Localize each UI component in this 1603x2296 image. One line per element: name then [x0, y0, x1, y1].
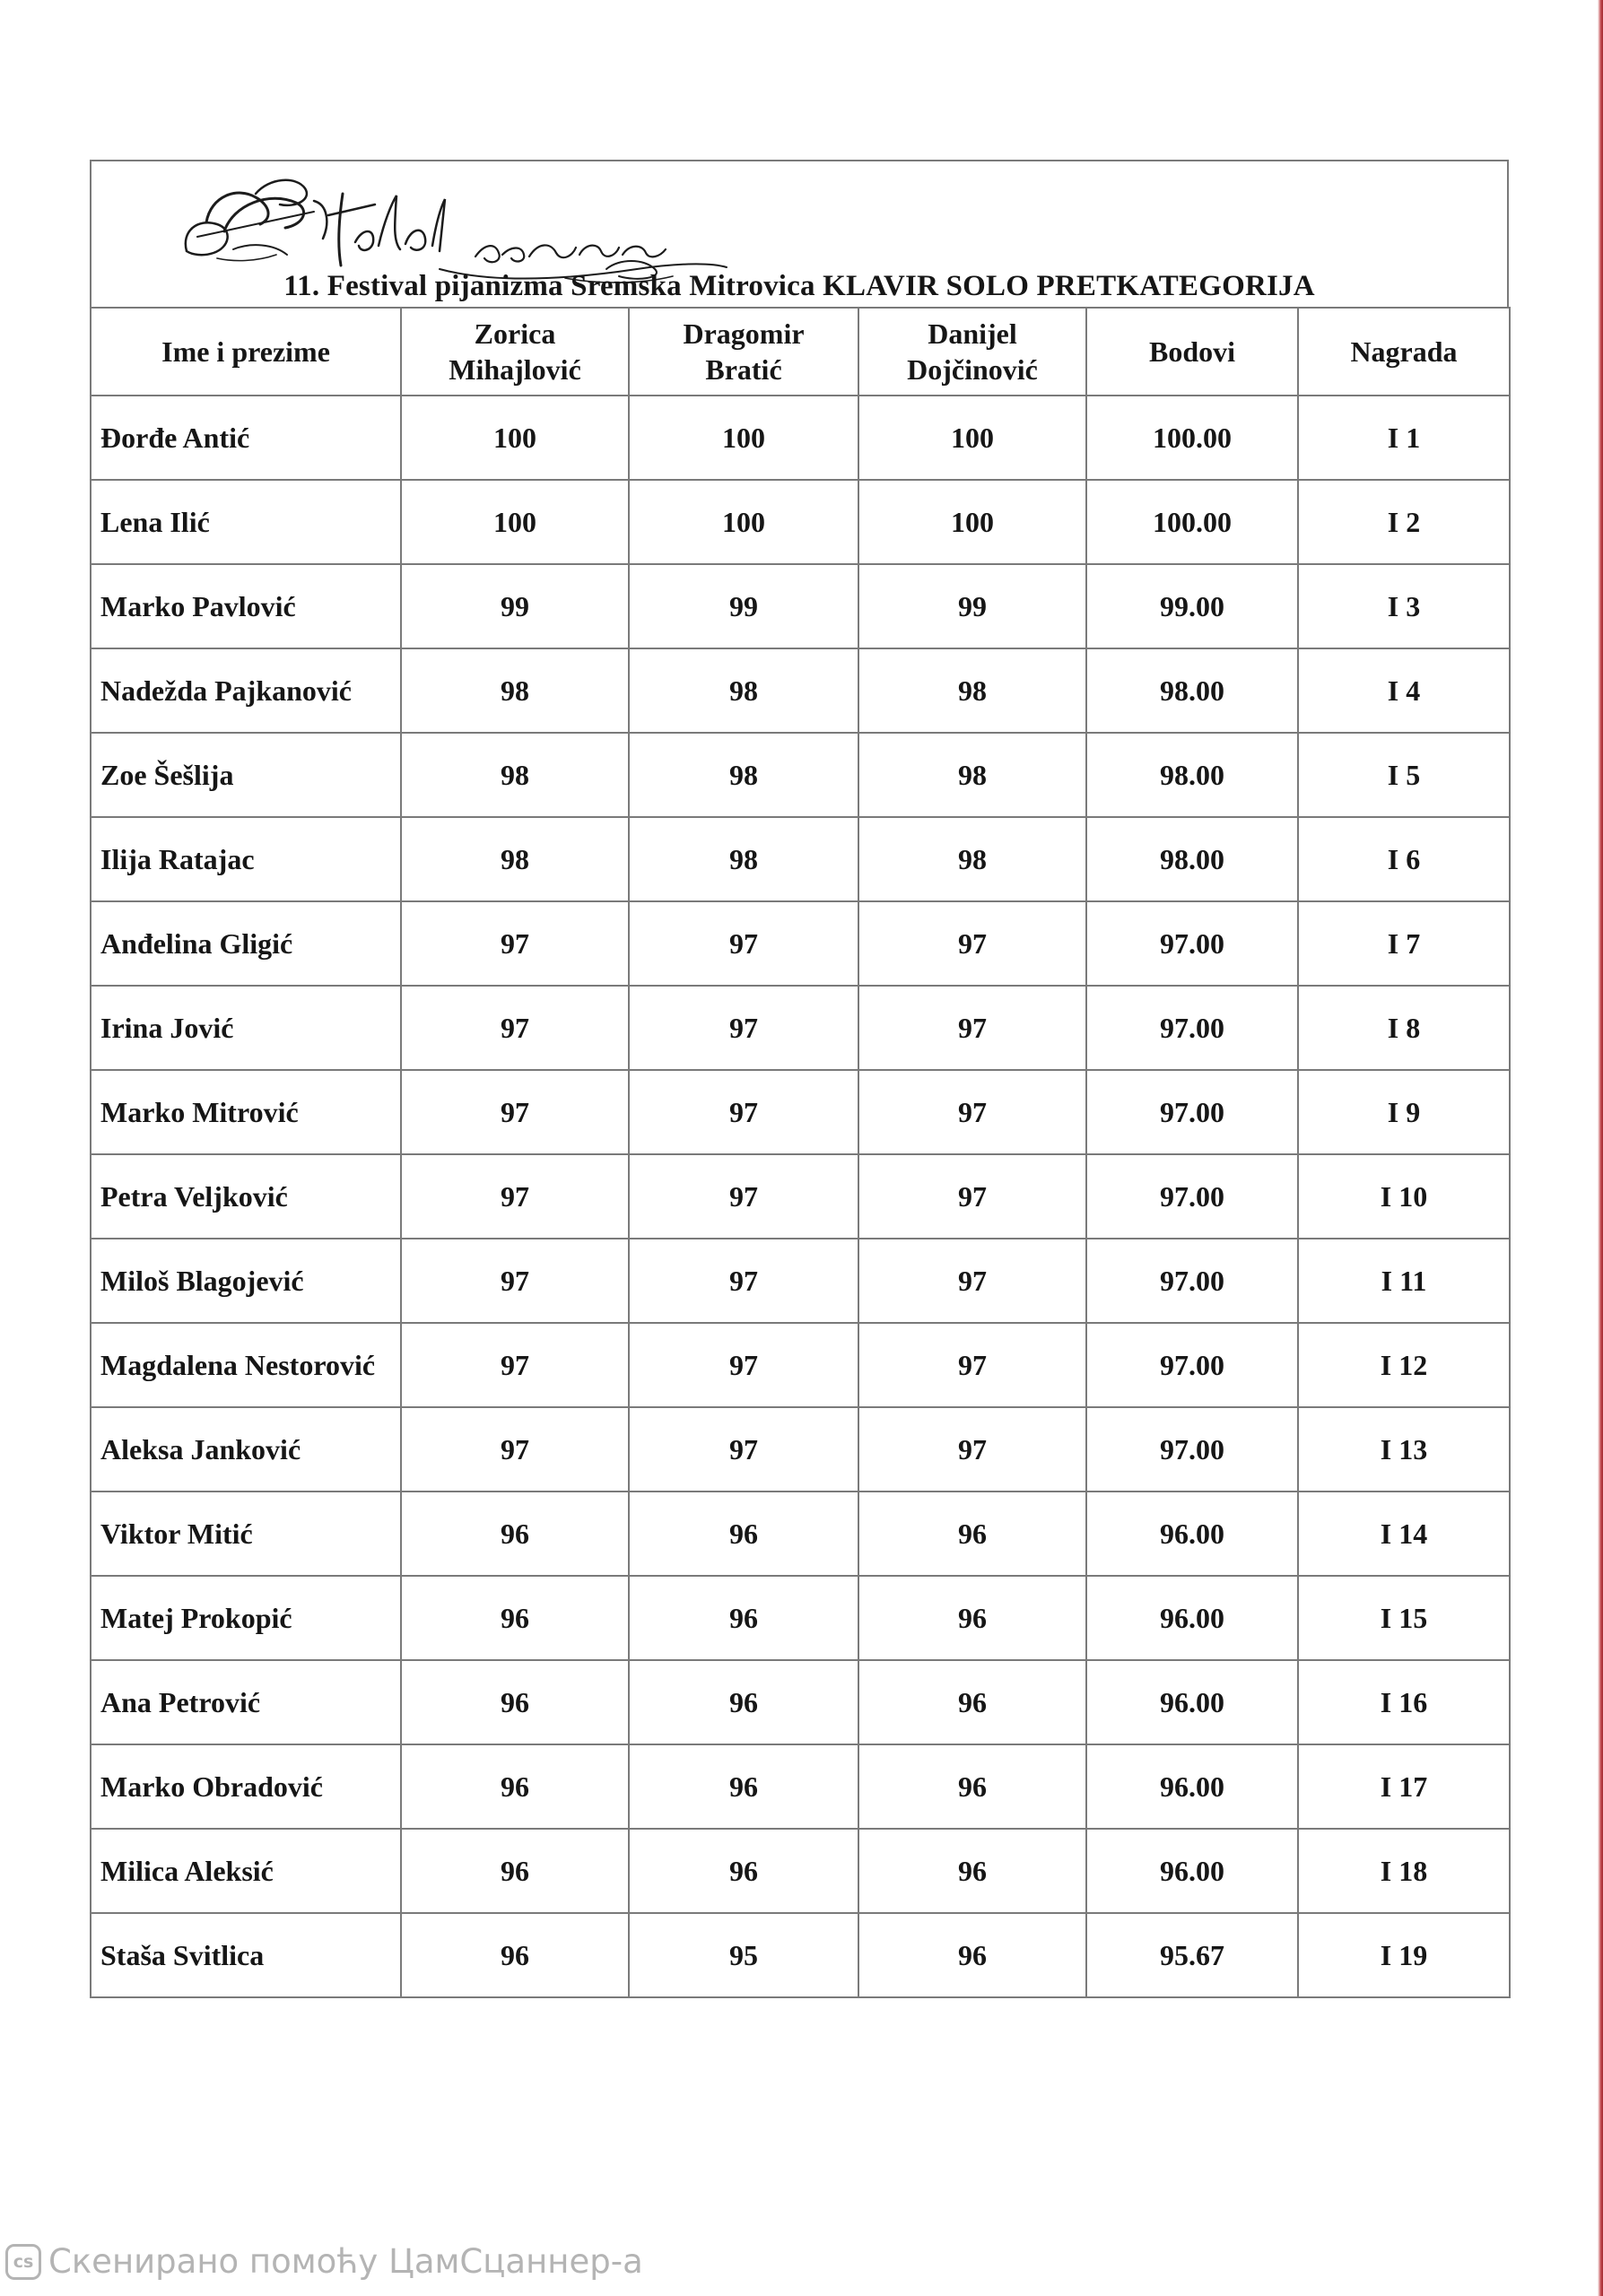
table-row [91, 1913, 1510, 1997]
cell-name: Marko Pavlović [91, 564, 401, 648]
table-row [91, 1239, 1510, 1323]
cell-judge-2-score: 99 [629, 564, 858, 648]
cell-judge-3-score: 97 [858, 1070, 1086, 1154]
cell-judge-1-score: 96 [401, 1913, 629, 1997]
header-points: Bodovi [1086, 308, 1298, 396]
cell-name: Marko Obradović [91, 1744, 401, 1829]
cell-points: 98.00 [1086, 648, 1298, 733]
cell-points: 97.00 [1086, 901, 1298, 986]
results-document [90, 160, 1509, 1998]
cell-judge-1-score: 96 [401, 1492, 629, 1576]
cell-award: I 11 [1298, 1239, 1510, 1323]
cell-points: 100.00 [1086, 480, 1298, 564]
cell-award: I 12 [1298, 1323, 1510, 1407]
table-row [91, 648, 1510, 733]
festival-logo [170, 169, 762, 285]
cell-points: 96.00 [1086, 1744, 1298, 1829]
table-row [91, 1576, 1510, 1660]
cell-name: Marko Mitrović [91, 1070, 401, 1154]
results-table [90, 307, 1511, 1998]
cell-judge-3-score: 96 [858, 1913, 1086, 1997]
cell-points: 97.00 [1086, 986, 1298, 1070]
cell-award: I 3 [1298, 564, 1510, 648]
cell-judge-1-score: 97 [401, 1323, 629, 1407]
cell-judge-2-score: 98 [629, 733, 858, 817]
cell-judge-3-score: 96 [858, 1744, 1086, 1829]
cell-judge-2-score: 98 [629, 817, 858, 901]
cell-points: 97.00 [1086, 1239, 1298, 1323]
cell-judge-1-score: 97 [401, 901, 629, 986]
cell-award: I 2 [1298, 480, 1510, 564]
header-judge-1: Zorica Mihajlović [401, 308, 629, 396]
results-body [91, 396, 1510, 1997]
table-row [91, 817, 1510, 901]
cell-judge-3-score: 96 [858, 1829, 1086, 1913]
cell-judge-2-score: 97 [629, 986, 858, 1070]
table-row [91, 1744, 1510, 1829]
cell-judge-2-score: 97 [629, 901, 858, 986]
cell-judge-1-score: 98 [401, 817, 629, 901]
cell-points: 96.00 [1086, 1660, 1298, 1744]
cell-judge-3-score: 98 [858, 817, 1086, 901]
cell-judge-2-score: 98 [629, 648, 858, 733]
cell-points: 99.00 [1086, 564, 1298, 648]
cell-judge-2-score: 100 [629, 480, 858, 564]
cell-judge-2-score: 96 [629, 1660, 858, 1744]
cell-judge-3-score: 100 [858, 480, 1086, 564]
cell-judge-1-score: 96 [401, 1744, 629, 1829]
cell-judge-1-score: 96 [401, 1576, 629, 1660]
document-title: 11. Festival pijanizma Sremska Mitrovica KLAVIR SOLO PRETKATEGORIJA [283, 270, 1315, 302]
cell-judge-3-score: 98 [858, 733, 1086, 817]
cell-points: 100.00 [1086, 396, 1298, 480]
cell-award: I 17 [1298, 1744, 1510, 1829]
cell-judge-1-score: 99 [401, 564, 629, 648]
table-row [91, 1492, 1510, 1576]
cell-award: I 19 [1298, 1913, 1510, 1997]
cell-award: I 5 [1298, 733, 1510, 817]
cell-points: 97.00 [1086, 1323, 1298, 1407]
cell-name: Milica Aleksić [91, 1829, 401, 1913]
cell-judge-3-score: 96 [858, 1492, 1086, 1576]
cell-judge-2-score: 97 [629, 1239, 858, 1323]
cell-award: I 16 [1298, 1660, 1510, 1744]
cell-award: I 7 [1298, 901, 1510, 986]
cell-judge-1-score: 97 [401, 1239, 629, 1323]
cell-award: I 18 [1298, 1829, 1510, 1913]
cell-name: Nadežda Pajkanović [91, 648, 401, 733]
page-edge-stripe [1598, 0, 1603, 2296]
cell-judge-2-score: 97 [629, 1323, 858, 1407]
table-row [91, 733, 1510, 817]
scanner-watermark [5, 2242, 643, 2281]
cell-award: I 15 [1298, 1576, 1510, 1660]
cell-award: I 14 [1298, 1492, 1510, 1576]
cell-judge-3-score: 97 [858, 1239, 1086, 1323]
cell-name: Magdalena Nestorović [91, 1323, 401, 1407]
cell-name: Zoe Šešlija [91, 733, 401, 817]
cell-judge-2-score: 95 [629, 1913, 858, 1997]
cell-judge-1-score: 97 [401, 1154, 629, 1239]
cell-name: Đorđe Antić [91, 396, 401, 480]
cell-judge-2-score: 96 [629, 1829, 858, 1913]
cell-award: I 1 [1298, 396, 1510, 480]
cell-judge-2-score: 96 [629, 1492, 858, 1576]
cell-judge-1-score: 100 [401, 480, 629, 564]
cell-name: Viktor Mitić [91, 1492, 401, 1576]
cell-name: Petra Veljković [91, 1154, 401, 1239]
cell-name: Aleksa Janković [91, 1407, 401, 1492]
cell-award: I 4 [1298, 648, 1510, 733]
document-header [90, 160, 1509, 307]
cell-points: 97.00 [1086, 1407, 1298, 1492]
header-judge-3: Danijel Dojčinović [858, 308, 1086, 396]
cell-judge-3-score: 97 [858, 1407, 1086, 1492]
cell-points: 97.00 [1086, 1070, 1298, 1154]
cell-points: 96.00 [1086, 1829, 1298, 1913]
cell-award: I 10 [1298, 1154, 1510, 1239]
cell-name: Staša Svitlica [91, 1913, 401, 1997]
table-row [91, 901, 1510, 986]
cell-judge-3-score: 96 [858, 1660, 1086, 1744]
cell-judge-1-score: 97 [401, 1070, 629, 1154]
cell-judge-2-score: 97 [629, 1407, 858, 1492]
cell-judge-3-score: 96 [858, 1576, 1086, 1660]
cell-points: 98.00 [1086, 733, 1298, 817]
cell-name: Lena Ilić [91, 480, 401, 564]
cell-name: Ilija Ratajac [91, 817, 401, 901]
cell-judge-2-score: 96 [629, 1576, 858, 1660]
cell-judge-3-score: 97 [858, 1323, 1086, 1407]
cell-name: Miloš Blagojević [91, 1239, 401, 1323]
camscanner-icon: cs [5, 2244, 41, 2280]
cell-points: 97.00 [1086, 1154, 1298, 1239]
cell-points: 98.00 [1086, 817, 1298, 901]
cell-award: I 6 [1298, 817, 1510, 901]
table-row [91, 396, 1510, 480]
cell-judge-2-score: 100 [629, 396, 858, 480]
cell-judge-1-score: 98 [401, 733, 629, 817]
table-row [91, 986, 1510, 1070]
cell-judge-1-score: 96 [401, 1660, 629, 1744]
cell-judge-3-score: 97 [858, 1154, 1086, 1239]
cell-judge-1-score: 100 [401, 396, 629, 480]
header-judge-2: Dragomir Bratić [629, 308, 858, 396]
cell-judge-1-score: 98 [401, 648, 629, 733]
header-award: Nagrada [1298, 308, 1510, 396]
cell-judge-3-score: 97 [858, 901, 1086, 986]
table-row [91, 480, 1510, 564]
table-header-row [91, 308, 1510, 396]
cell-judge-3-score: 99 [858, 564, 1086, 648]
cell-award: I 13 [1298, 1407, 1510, 1492]
cell-name: Matej Prokopić [91, 1576, 401, 1660]
cell-judge-1-score: 97 [401, 1407, 629, 1492]
cell-judge-3-score: 100 [858, 396, 1086, 480]
cell-award: I 8 [1298, 986, 1510, 1070]
table-row [91, 1323, 1510, 1407]
cell-judge-1-score: 97 [401, 986, 629, 1070]
table-row [91, 1829, 1510, 1913]
cell-name: Irina Jović [91, 986, 401, 1070]
cell-judge-2-score: 96 [629, 1744, 858, 1829]
cell-points: 95.67 [1086, 1913, 1298, 1997]
cell-judge-3-score: 98 [858, 648, 1086, 733]
cell-judge-1-score: 96 [401, 1829, 629, 1913]
cell-points: 96.00 [1086, 1492, 1298, 1576]
cell-award: I 9 [1298, 1070, 1510, 1154]
cell-judge-3-score: 97 [858, 986, 1086, 1070]
cell-name: Anđelina Gligić [91, 901, 401, 986]
table-row [91, 564, 1510, 648]
header-name: Ime i prezime [91, 308, 401, 396]
table-row [91, 1660, 1510, 1744]
cell-judge-2-score: 97 [629, 1070, 858, 1154]
cell-judge-2-score: 97 [629, 1154, 858, 1239]
table-row [91, 1407, 1510, 1492]
watermark-text: Скенирано помоћу ЦамСцаннер-а [48, 2242, 643, 2281]
table-row [91, 1070, 1510, 1154]
cell-points: 96.00 [1086, 1576, 1298, 1660]
table-row [91, 1154, 1510, 1239]
cell-name: Ana Petrović [91, 1660, 401, 1744]
